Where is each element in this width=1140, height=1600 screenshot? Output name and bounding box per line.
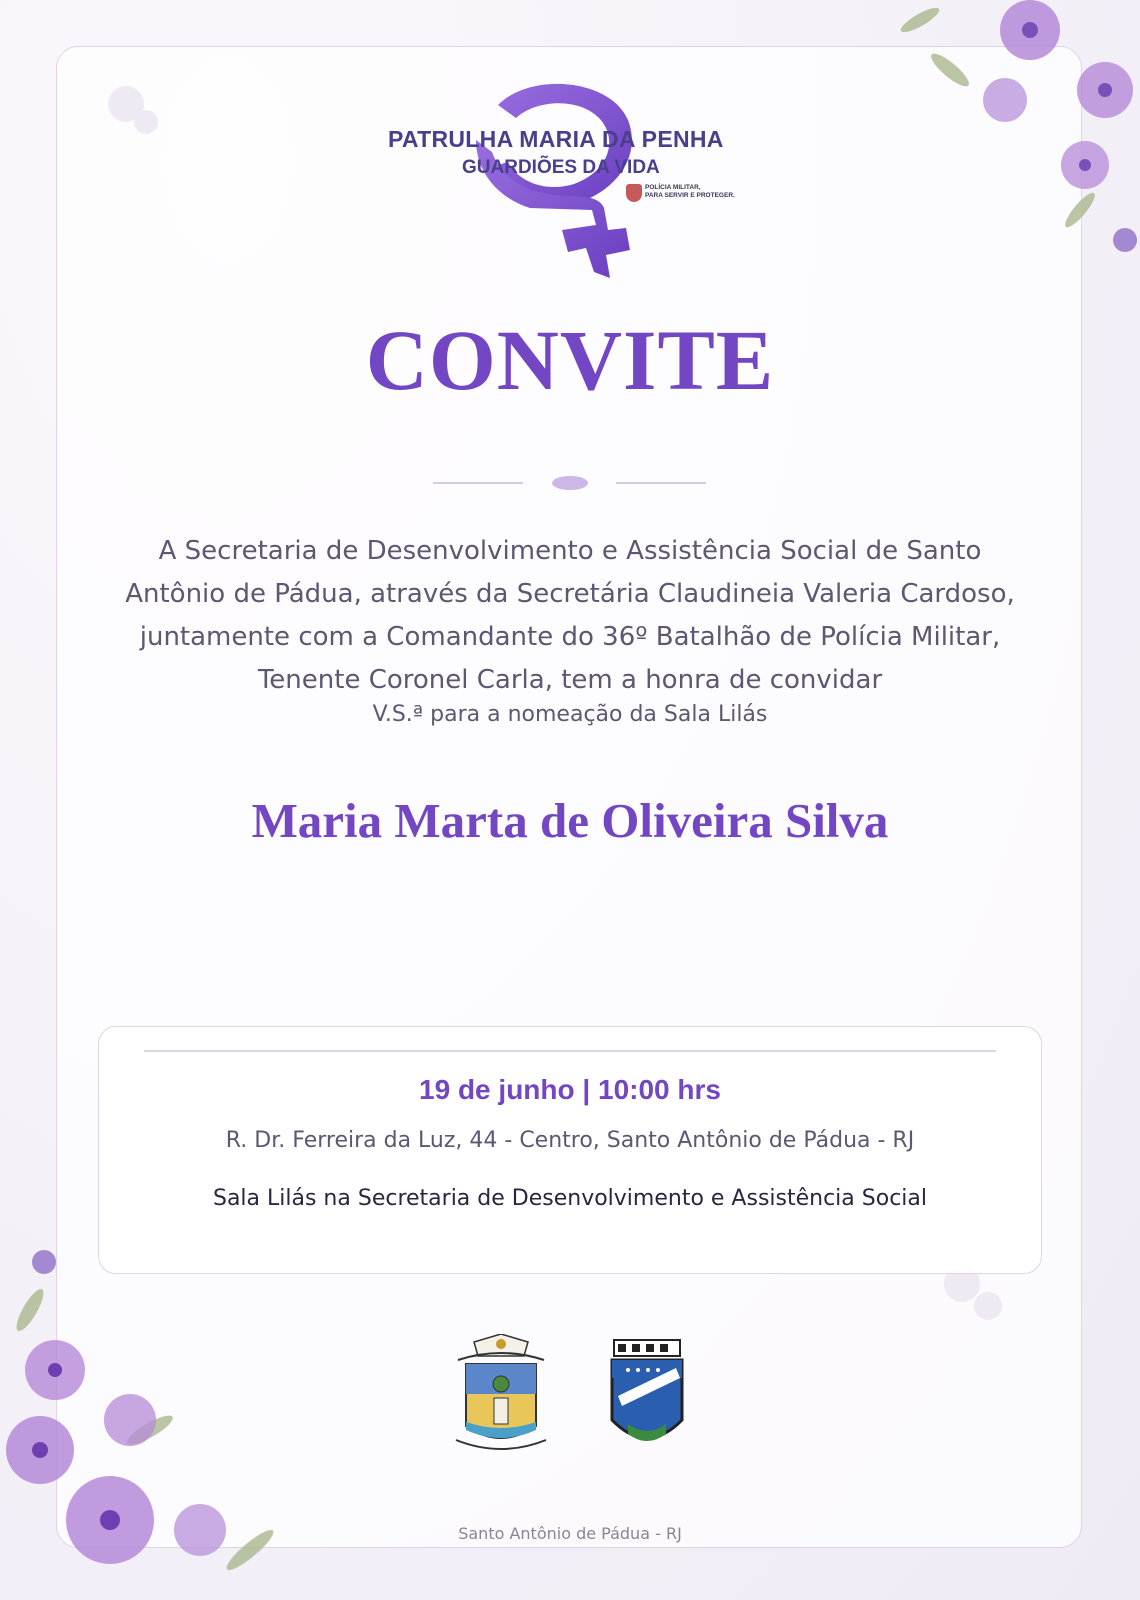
police-motto-line-1: POLÍCIA MILITAR,: [645, 184, 701, 191]
event-venue: Sala Lilás na Secretaria de Desenvolvimento e Assistência Social: [212, 1186, 927, 1211]
battalion-crest-icon: [454, 1334, 548, 1464]
logo-title: PATRULHA MARIA DA PENHA: [388, 126, 724, 152]
city-crest-icon: [608, 1338, 686, 1458]
logo-subtitle: GUARDIÕES DA VIDA: [462, 157, 660, 178]
divider-right: [616, 482, 706, 484]
invitation-title: CONVITE: [365, 312, 775, 408]
event-address: R. Dr. Ferreira da Luz, 44 - Centro, Santo Antônio de Pádua - RJ: [225, 1128, 915, 1153]
venus-symbol-icon: [380, 80, 760, 285]
flower-decoration-icon: [880, 0, 1140, 270]
police-shield-icon: [626, 184, 642, 202]
footer-location: Santo Antônio de Pádua - RJ: [458, 1524, 682, 1543]
event-box-rule: [144, 1050, 996, 1052]
ghost-ornament-icon: [96, 74, 176, 154]
police-motto: [645, 184, 755, 200]
event-date-time: 19 de junho | 10:00 hrs: [419, 1074, 721, 1105]
divider-dot: [552, 476, 588, 490]
honoree-name: Maria Marta de Oliveira Silva: [251, 793, 889, 848]
invitation-intro-tail: V.S.ª para a nomeação da Sala Lilás: [372, 702, 768, 727]
police-motto-line-2: PARA SERVIR E PROTEGER.: [645, 192, 735, 199]
invitation-intro: A Secretaria de Desenvolvimento e Assistência Social de Santo Antônio de Pádua, através da Secretária Claudineia Valeria Cardoso, juntamente com a Comandante do 36º Batalhão de Polícia Militar, Tenente Coronel Carla, tem a honra de convidar: [125, 536, 1015, 695]
flower-decoration-icon: [0, 1250, 300, 1600]
divider-left: [433, 482, 523, 484]
